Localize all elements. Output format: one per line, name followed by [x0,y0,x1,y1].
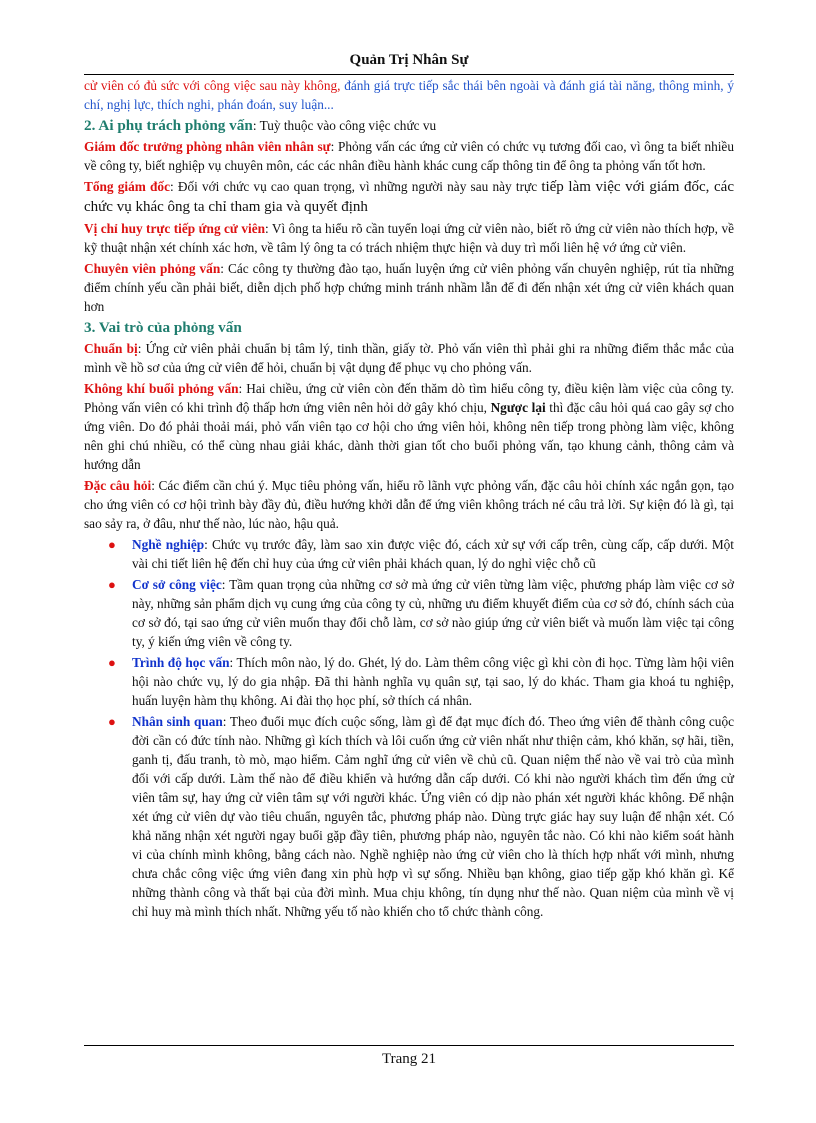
intro-blue-text: đánh giá trực tiếp sắc thái bên ngoài và đánh giá tài năng, thông minh, ý chí, nghị lực, thích nghi, phán đoán, suy luận... [84,78,734,112]
list-item [108,535,734,573]
section-3-title: 3. Vai trò của phỏng vấn [84,319,242,336]
page-header-title: Quản Trị Nhân Sự [349,52,469,68]
bullet-dot-icon: ● [108,537,116,552]
s3-paragraph-2 [84,379,734,474]
bullet-text-2: : Tầm quan trọng của những cơ sở mà ứng cử viên từng làm việc, phương pháp làm việc cơ sở này, những sản phẩm dịch vụ cung ứng của công ty củ, những ưu điểm khuyết điểm của cơ sở đó, chính sách của cơ sở đó, tại sao ứng cử viên muốn thay đổi chỗ làm, cơ sở nào giúp ứng cử viên biết và muốn làm việc tại công ty, ý kiến ứng viên về công ty. [132,577,735,649]
bullet-text-1: : Chức vụ trước đây, làm sao xin được việc đó, cách xử sự với cấp trên, cùng cấp, cấp dưới. Một vài chi tiết liên hệ đến chỉ huy của ứng cử viên phải khách quan, lý do nghỉ việc chỗ cũ [132,537,734,571]
bullet-term-1: Nghề nghiệp [132,537,205,552]
s3-text-2b: thì đặc câu hỏi quá cao gây sợ cho ứng viên. Do đó phải thoải mái, phỏ vấn viên tạo cơ hội cho ứng viên hỏi, không nên tiếp trong phòng làm việc, không nên ghi chú nhiều, có thể cùng nhau giải khác, dành thời gian tốt cho buổi phỏng vấn, tạo khung cảnh, thông cảm và hướng dẫn [84,400,735,472]
list-item [108,575,735,651]
bullet-term-3: Trình độ học vấn [132,655,230,670]
s2-term-1: Giám đốc trưởng phòng nhân viên nhân sự [84,139,331,154]
intro-paragraph [84,76,734,114]
bullet-text-4: : Theo đuổi mục đích cuộc sống, làm gì để đạt mục đích đó. Theo ứng viên để thành công cuộc đời cần có đức tính nào. Những gì kích thích và lôi cuốn ứng cử viên nhất như thiện cảm, khó khăn, sợ hãi, tiền, ganh tị, đấu tranh, tò mò, mạo hiểm. Cảm nghĩ ứng cử viên về chủ cũ. Quan niệm thế nào về vai trò của mình đối với cấp dưới. Làm thế nào để điều khiển và hướng dẫn cấp dưới. Có khi nào người khách tìm đến ứng cử viên tâm sự, hay ứng cử viên tâm sự với người khác. Ứng viên có dịp nào phán xét người khác không. Để nhận xét ứng cử viên dự vào tiêu chuẩn, nguyên tắc, phương pháp nào. Dùng trực giác hay suy luận để nhận xét. Có khả năng nhận xét người ngay buổi gặp đầy tiên, phương pháp nào, nguyên tắc nào. Có khi nào kiểm soát hành vi của chính mình không, bằng cách nào. Nghề nghiệp nào ứng cử viên cho là thích hợp nhất với mình, nhưng chưa chắc công việc ứng viên đang xin phù hợp vì sự sống. Nhiều bạn không, giao tiếp gặp khó khăn gì. Kể những thành công và thất bại của đời mình. Mua chịu không, tín dụng như thế nào. Quan niệm của mình về vị chỉ huy mà mình thích nhất. Những yếu tố nào khiến cho tổ chức thành công. [132,714,734,919]
s2-text-2-big: tiếp làm việc với giám đốc, các chức vụ khác ông ta chỉ tham gia và quyết định [84,179,734,215]
s3-text-3: : Các điểm cần chú ý. Mục tiêu phỏng vấn, hiểu rõ lãnh vực phỏng vấn, đặc câu hỏi chính xác ngắn gọn, tạo cho ứng viên có cơ hội trình bày đầy đủ, điều hướng khởi dẫn để ứng viên không trách né câu trả lời. Sự kiện đó là gì, tại sao sảy ra, ở đâu, như thế nào, lúc nào, hậu quả. [84,478,734,531]
intro-red-text: cử viên có đủ sức với công việc sau này không, [84,78,341,93]
s2-term-3: Vị chỉ huy trực tiếp ứng cử viên [84,221,265,236]
s2-paragraph-4 [84,259,734,316]
s2-term-4: Chuyên viên phỏng vấn [84,261,221,276]
s3-text-1: : Ứng cử viên phải chuẩn bị tâm lý, tinh thần, giấy tờ. Phỏ vấn viên thì phải ghi ra những điểm thắc mắc của mình về hồ sơ của ứng cử viên để hỏi, chuẩn bị vật dụng để phục vụ cho phỏng vấn. [84,341,734,375]
s2-term-2: Tổng giám đốc [84,179,170,194]
s2-text-4: : Các công ty thường đào tạo, huấn luyện ứng cử viên phỏng vấn chuyên nghiệp, rút tỉa những điểm chính yếu cần phải biết, diễn dịch phố hợp chứng minh tránh nhầm lẫn để đi đến nhận xét ứng cử viên khách quan hơn [84,261,734,314]
bullet-term-2: Cơ sở công việc [132,577,222,592]
s3-paragraph-3 [84,476,734,533]
section-2-title: 2. Ai phụ trách phỏng vấn [84,117,253,134]
s2-text-2: : Đối với chức vụ cao quan trọng, vì những người này sau này trực [169,179,542,194]
list-item [108,712,734,921]
s2-paragraph-1 [84,137,734,175]
bullet-dot-icon: ● [108,714,116,729]
s3-text-2: : Hai chiều, ứng cử viên còn đến thăm dò tìm hiểu công ty, điều kiện làm việc của công ty. Phỏng vấn viên có khi trình độ thấp hơn ứng viên nên hỏi dở gây khó chịu, [84,381,734,415]
s2-text-1: : Phỏng vấn các ứng cử viên có chức vụ tương đối cao, vì ông ta biết nhiều về công ty, biết nghiệp vụ chuyên môn, các các nhân điều hành khác cung cấp thông tin để ông ta phỏng vấn tốt hơn. [84,139,734,173]
s2-paragraph-3 [84,219,734,257]
s3-term-2: Không khí buổi phỏng vấn [84,381,239,396]
footer-divider [84,1045,734,1046]
section-2-tail: : Tuỳ thuộc vào công việc chức vu [252,118,437,133]
s3-text-2-bold: Ngược lại [490,400,546,415]
s2-paragraph-2 [84,177,734,217]
page-content [84,76,734,923]
bullet-dot-icon: ● [108,577,116,592]
bullet-term-4: Nhân sinh quan [132,714,223,729]
s3-term-3: Đặc câu hỏi [84,478,152,493]
header-divider [84,74,734,75]
criteria-list [84,535,734,921]
s3-paragraph-1 [84,339,734,377]
page-number: Trang 21 [381,1051,437,1067]
section-3-heading [84,318,734,337]
bullet-text-3: : Thích môn nào, lý do. Ghét, lý do. Làm thêm công việc gì khi còn đi học. Từng làm hội viên hội nào chức vụ, lý do gia nhập. Đã thi hành nghĩa vụ quân sự, tại sao, lý do khác. Tham gia khoá tu nghiệp, huấn luyện hàm thụ không. Ai đài thọ học phí, sở thích cá nhân. [132,655,734,708]
bullet-dot-icon: ● [108,655,116,670]
s3-term-1: Chuẩn bị [84,341,138,356]
s2-text-3: : Vì ông ta hiểu rõ cần tuyển loại ứng cử viên nào, biết rõ ứng cử viên nào thích hợp, về kỹ thuật nhận xét chính xác hơn, về tâm lý ông ta có trách nhiệm thực hiện và duy trì mối liên hệ vớ ứng cử viên. [84,221,735,255]
section-2-heading [84,116,734,135]
list-item [108,653,734,710]
